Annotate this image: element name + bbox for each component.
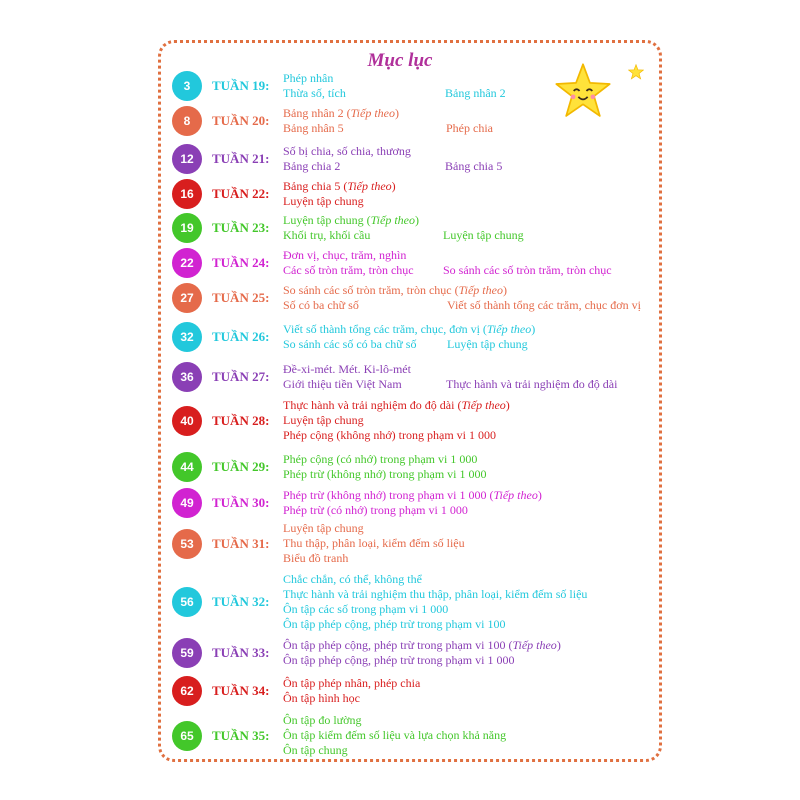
lesson-title-second-column: So sánh các số tròn trăm, tròn chục	[443, 263, 612, 277]
lesson-title: Phép cộng (không nhớ) trong phạm vi 1 000	[283, 428, 496, 442]
lesson-title: Đề-xi-mét. Mét. Ki-lô-mét	[283, 362, 411, 376]
page-number-badge: 65	[172, 721, 202, 751]
lesson-title: Ôn tập chung	[283, 743, 348, 757]
lesson-title: Phép trừ (không nhớ) trong phạm vi 1 000 (	[283, 488, 494, 502]
page-number-badge: 49	[172, 488, 202, 518]
lesson-title-second-column: Viết số thành tổng các trăm, chục đơn vị	[447, 298, 641, 312]
week-label: TUẦN 31:	[212, 535, 270, 551]
page-number-badge: 22	[172, 248, 202, 278]
week-label: TUẦN 30:	[212, 495, 270, 510]
lesson-line	[283, 653, 514, 668]
lesson-title: So sánh các số tròn trăm, tròn chục (	[283, 283, 459, 297]
lesson-line	[283, 728, 506, 743]
lesson-title: Ôn tập kiểm đếm số liệu và lựa chọn khả năng	[283, 728, 507, 742]
lesson-line	[283, 144, 411, 159]
lesson-line	[283, 743, 348, 758]
closing-paren: )	[502, 283, 507, 297]
lesson-title: Ôn tập phép cộng, phép trừ trong phạm vi 100 (	[283, 638, 513, 652]
lesson-title: Thực hành và trải nghiệm thu thập, phân loại, kiểm đếm số liệu	[283, 587, 588, 601]
closing-paren: )	[537, 488, 542, 502]
page-number-badge: 62	[172, 676, 202, 706]
lesson-line	[283, 283, 507, 298]
lesson-line	[283, 617, 505, 632]
week-label: TUẦN 20:	[212, 113, 270, 128]
week-label: TUẦN 26:	[212, 329, 270, 344]
lesson-line	[283, 71, 333, 86]
lesson-line	[283, 377, 618, 392]
week-label: TUẦN 21:	[212, 151, 270, 166]
lesson-title: Bảng nhân 5	[283, 121, 344, 135]
lesson-title: Ôn tập phép nhân, phép chia	[283, 676, 421, 690]
lesson-title: Các số tròn trăm, tròn chục	[283, 263, 414, 277]
closing-paren: )	[414, 213, 419, 227]
continued-note: Tiếp theo	[347, 179, 392, 193]
lesson-title: Ôn tập các số trong phạm vi 1 000	[283, 602, 449, 616]
lesson-line	[283, 488, 542, 503]
page-number-badge: 32	[172, 322, 202, 352]
week-label: TUẦN 24:	[212, 255, 270, 270]
lesson-line	[283, 713, 362, 728]
lesson-line	[283, 213, 419, 228]
page-number-badge: 44	[172, 452, 202, 482]
continued-note: Tiếp theo	[493, 488, 538, 502]
week-label: TUẦN 22:	[212, 186, 270, 201]
lesson-line	[283, 676, 420, 691]
lesson-line	[283, 106, 399, 121]
lesson-line	[283, 121, 493, 136]
lesson-title: Khối trụ, khối cầu	[283, 228, 371, 242]
lesson-line	[283, 248, 406, 263]
lesson-title: Luyện tập chung (	[283, 213, 371, 227]
lesson-title-second-column: Phép chia	[446, 121, 493, 135]
lesson-line	[283, 413, 364, 428]
lesson-line	[283, 263, 612, 278]
small-star-icon	[628, 64, 644, 80]
week-label: TUẦN 34:	[212, 683, 270, 698]
lesson-line	[283, 572, 422, 587]
lesson-title: Biểu đồ tranh	[283, 551, 349, 565]
lesson-title: Viết số thành tổng các trăm, chục, đơn vị (	[283, 322, 487, 336]
lesson-title: Phép nhân	[283, 71, 334, 85]
lesson-title: Luyện tập chung	[283, 413, 364, 427]
page-number-badge: 56	[172, 587, 202, 617]
lesson-title-second-column: Luyện tập chung	[447, 337, 528, 351]
lesson-title: Luyện tập chung	[283, 521, 364, 535]
lesson-line	[283, 691, 360, 706]
lesson-title: Ôn tập phép cộng, phép trừ trong phạm vi 1 000	[283, 653, 515, 667]
closing-paren: )	[395, 106, 399, 120]
lesson-title: Ôn tập đo lường	[283, 713, 362, 727]
lesson-title: So sánh các số có ba chữ số	[283, 337, 417, 351]
lesson-title: Giới thiệu tiền Việt Nam	[283, 377, 402, 391]
week-label: TUẦN 33:	[212, 645, 270, 660]
lesson-line	[283, 428, 496, 443]
lesson-line	[283, 521, 364, 536]
continued-note: Tiếp theo	[350, 106, 395, 120]
page-number-badge: 36	[172, 362, 202, 392]
lesson-line	[283, 337, 528, 352]
lesson-title: Thực hành và trải nghiệm đo độ dài (	[283, 398, 462, 412]
lesson-title: Đơn vị, chục, trăm, nghìn	[283, 248, 407, 262]
lesson-line	[283, 467, 487, 482]
week-label: TUẦN 35:	[212, 727, 270, 743]
lesson-title-second-column: Bảng chia 5	[445, 159, 503, 173]
week-label: TUẦN 23:	[212, 220, 270, 235]
closing-paren: )	[505, 398, 510, 412]
lesson-title-second-column: Thực hành và trải nghiệm đo độ dài	[446, 377, 618, 391]
continued-note: Tiếp theo	[458, 283, 503, 297]
week-label: TUẦN 29:	[212, 459, 270, 474]
page-number-badge: 16	[172, 179, 202, 209]
lesson-line	[283, 602, 448, 617]
lesson-title: Luyện tập chung	[283, 194, 364, 208]
page-number-badge: 59	[172, 638, 202, 668]
lesson-title: Bảng nhân 2 (	[283, 106, 351, 120]
lesson-title: Thu thập, phân loại, kiểm đếm số liệu	[283, 536, 465, 550]
lesson-line	[283, 322, 535, 337]
lesson-title: Chắc chắn, có thể, không thể	[283, 572, 422, 586]
smiling-star-icon	[554, 62, 612, 120]
lesson-title: Bảng chia 2	[283, 159, 341, 173]
week-label: TUẦN 19:	[212, 78, 270, 93]
page-title: Mục lục	[367, 50, 433, 71]
lesson-line	[283, 551, 348, 566]
closing-paren: )	[531, 322, 536, 336]
lesson-line	[283, 503, 468, 518]
continued-note: Tiếp theo	[370, 213, 415, 227]
lesson-title: Ôn tập hình học	[283, 691, 360, 705]
lesson-title-second-column: Luyện tập chung	[443, 228, 524, 242]
continued-note: Tiếp theo	[512, 638, 557, 652]
lesson-line	[283, 159, 503, 174]
page-number-badge: 12	[172, 144, 202, 174]
page-number-badge: 3	[172, 71, 202, 101]
page-number-badge: 27	[172, 283, 202, 313]
lesson-title: Phép cộng (có nhớ) trong phạm vi 1 000	[283, 452, 478, 466]
lesson-title: Thừa số, tích	[283, 86, 346, 100]
week-label: TUẦN 28:	[212, 412, 270, 428]
closing-paren: )	[556, 638, 561, 652]
lesson-line	[283, 536, 465, 551]
lesson-title-second-column: Bảng nhân 2	[445, 86, 506, 100]
lesson-line	[283, 587, 587, 602]
week-label: TUẦN 27:	[212, 369, 270, 384]
week-label: TUẦN 32:	[212, 594, 270, 609]
week-label: TUẦN 25:	[212, 290, 270, 305]
continued-note: Tiếp theo	[461, 398, 506, 412]
lesson-title: Ôn tập phép cộng, phép trừ trong phạm vi 100	[283, 617, 506, 631]
continued-note: Tiếp theo	[486, 322, 532, 336]
page-number-badge: 19	[172, 213, 202, 243]
lesson-line	[283, 179, 396, 194]
lesson-title: Phép trừ (có nhớ) trong phạm vi 1 000	[283, 503, 468, 517]
lesson-line	[283, 362, 411, 377]
page-number-badge: 8	[172, 106, 202, 136]
lesson-line	[283, 86, 506, 101]
lesson-line	[283, 398, 510, 413]
page-number-badge: 53	[172, 529, 202, 559]
closing-paren: )	[391, 179, 396, 193]
lesson-line	[283, 228, 524, 243]
lesson-line	[283, 194, 364, 209]
lesson-title: Số có ba chữ số	[283, 298, 359, 312]
lesson-line	[283, 298, 641, 313]
lesson-line	[283, 638, 561, 653]
lesson-title: Bảng chia 5 (	[283, 179, 348, 193]
lesson-title: Phép trừ (không nhớ) trong phạm vi 1 000	[283, 467, 487, 481]
page-number-badge: 40	[172, 406, 202, 436]
lesson-line	[283, 452, 477, 467]
lesson-title: Số bị chia, số chia, thương	[283, 144, 411, 158]
